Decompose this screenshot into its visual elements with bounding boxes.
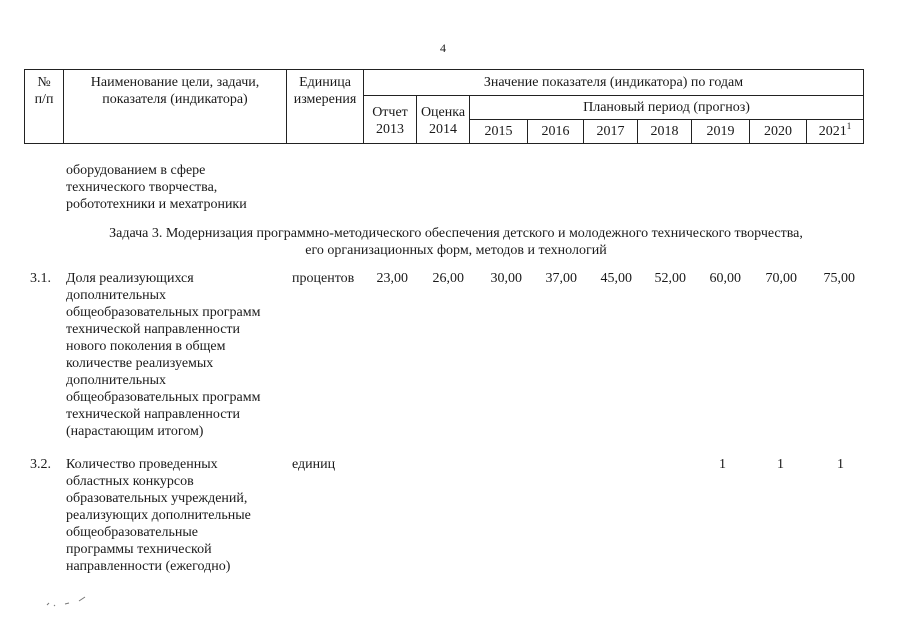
value-2021: 75,00 [823, 271, 855, 286]
row-number: 3.2. [30, 457, 51, 472]
header-year-2016: 2016 [528, 120, 584, 144]
scan-mark [45, 595, 90, 609]
header-estimate-2014: Оценка 2014 [417, 96, 470, 144]
value-2019: 1 [719, 457, 726, 472]
header-year-2015: 2015 [470, 120, 528, 144]
header-year-2020: 2020 [750, 120, 807, 144]
value-2015: 30,00 [490, 271, 522, 286]
header-year-2021: 2021$^1$ [807, 120, 864, 144]
row-indicator-name: Доля реализующихся дополнительных общеобразовательных программ технической направленности нового поколения в общем количестве реализуемых дополнительных общеобразовательных программ технической направленности (нарастающим итогом) [66, 271, 261, 439]
header-report-2013: Отчет 2013 [364, 96, 417, 144]
header-number: № п/п [25, 70, 64, 144]
value-2018: 52,00 [654, 271, 686, 286]
row-number: 3.1. [30, 271, 51, 286]
header-name: Наименование цели, задачи, показателя (индикатора) [64, 70, 287, 144]
value-2014: 26,00 [432, 271, 464, 286]
value-2013: 23,00 [376, 271, 408, 286]
header-year-2019: 2019 [692, 120, 750, 144]
row-unit: процентов [292, 271, 355, 286]
header-unit: Единица измерения [287, 70, 364, 144]
indicator-table-header [24, 69, 864, 144]
task-3-heading: Задача 3. Модернизация программно-методического обеспечения детского и молодежного технического творчества, его организационных форм, методов и технологий [109, 226, 803, 258]
page-number: 4 [440, 41, 446, 55]
value-2016: 37,00 [545, 271, 577, 286]
header-year-2017: 2017 [584, 120, 638, 144]
continued-indicator-name: оборудованием в сфере технического творчества, робототехники и мехатроники [66, 163, 247, 212]
header-plan-period: Плановый период (прогноз) [470, 96, 864, 120]
header-year-2018: 2018 [638, 120, 692, 144]
value-2021: 1 [837, 457, 844, 472]
value-2020: 70,00 [765, 271, 797, 286]
header-values-title: Значение показателя (индикатора) по годам [364, 70, 864, 96]
row-indicator-name: Количество проведенных областных конкурсов образовательных учреждений, реализующих дополнительные общеобразовательные программы технической направленности (ежегодно) [66, 457, 251, 574]
value-2017: 45,00 [600, 271, 632, 286]
row-unit: единиц [292, 457, 336, 472]
value-2020: 1 [777, 457, 784, 472]
value-2019: 60,00 [709, 271, 741, 286]
